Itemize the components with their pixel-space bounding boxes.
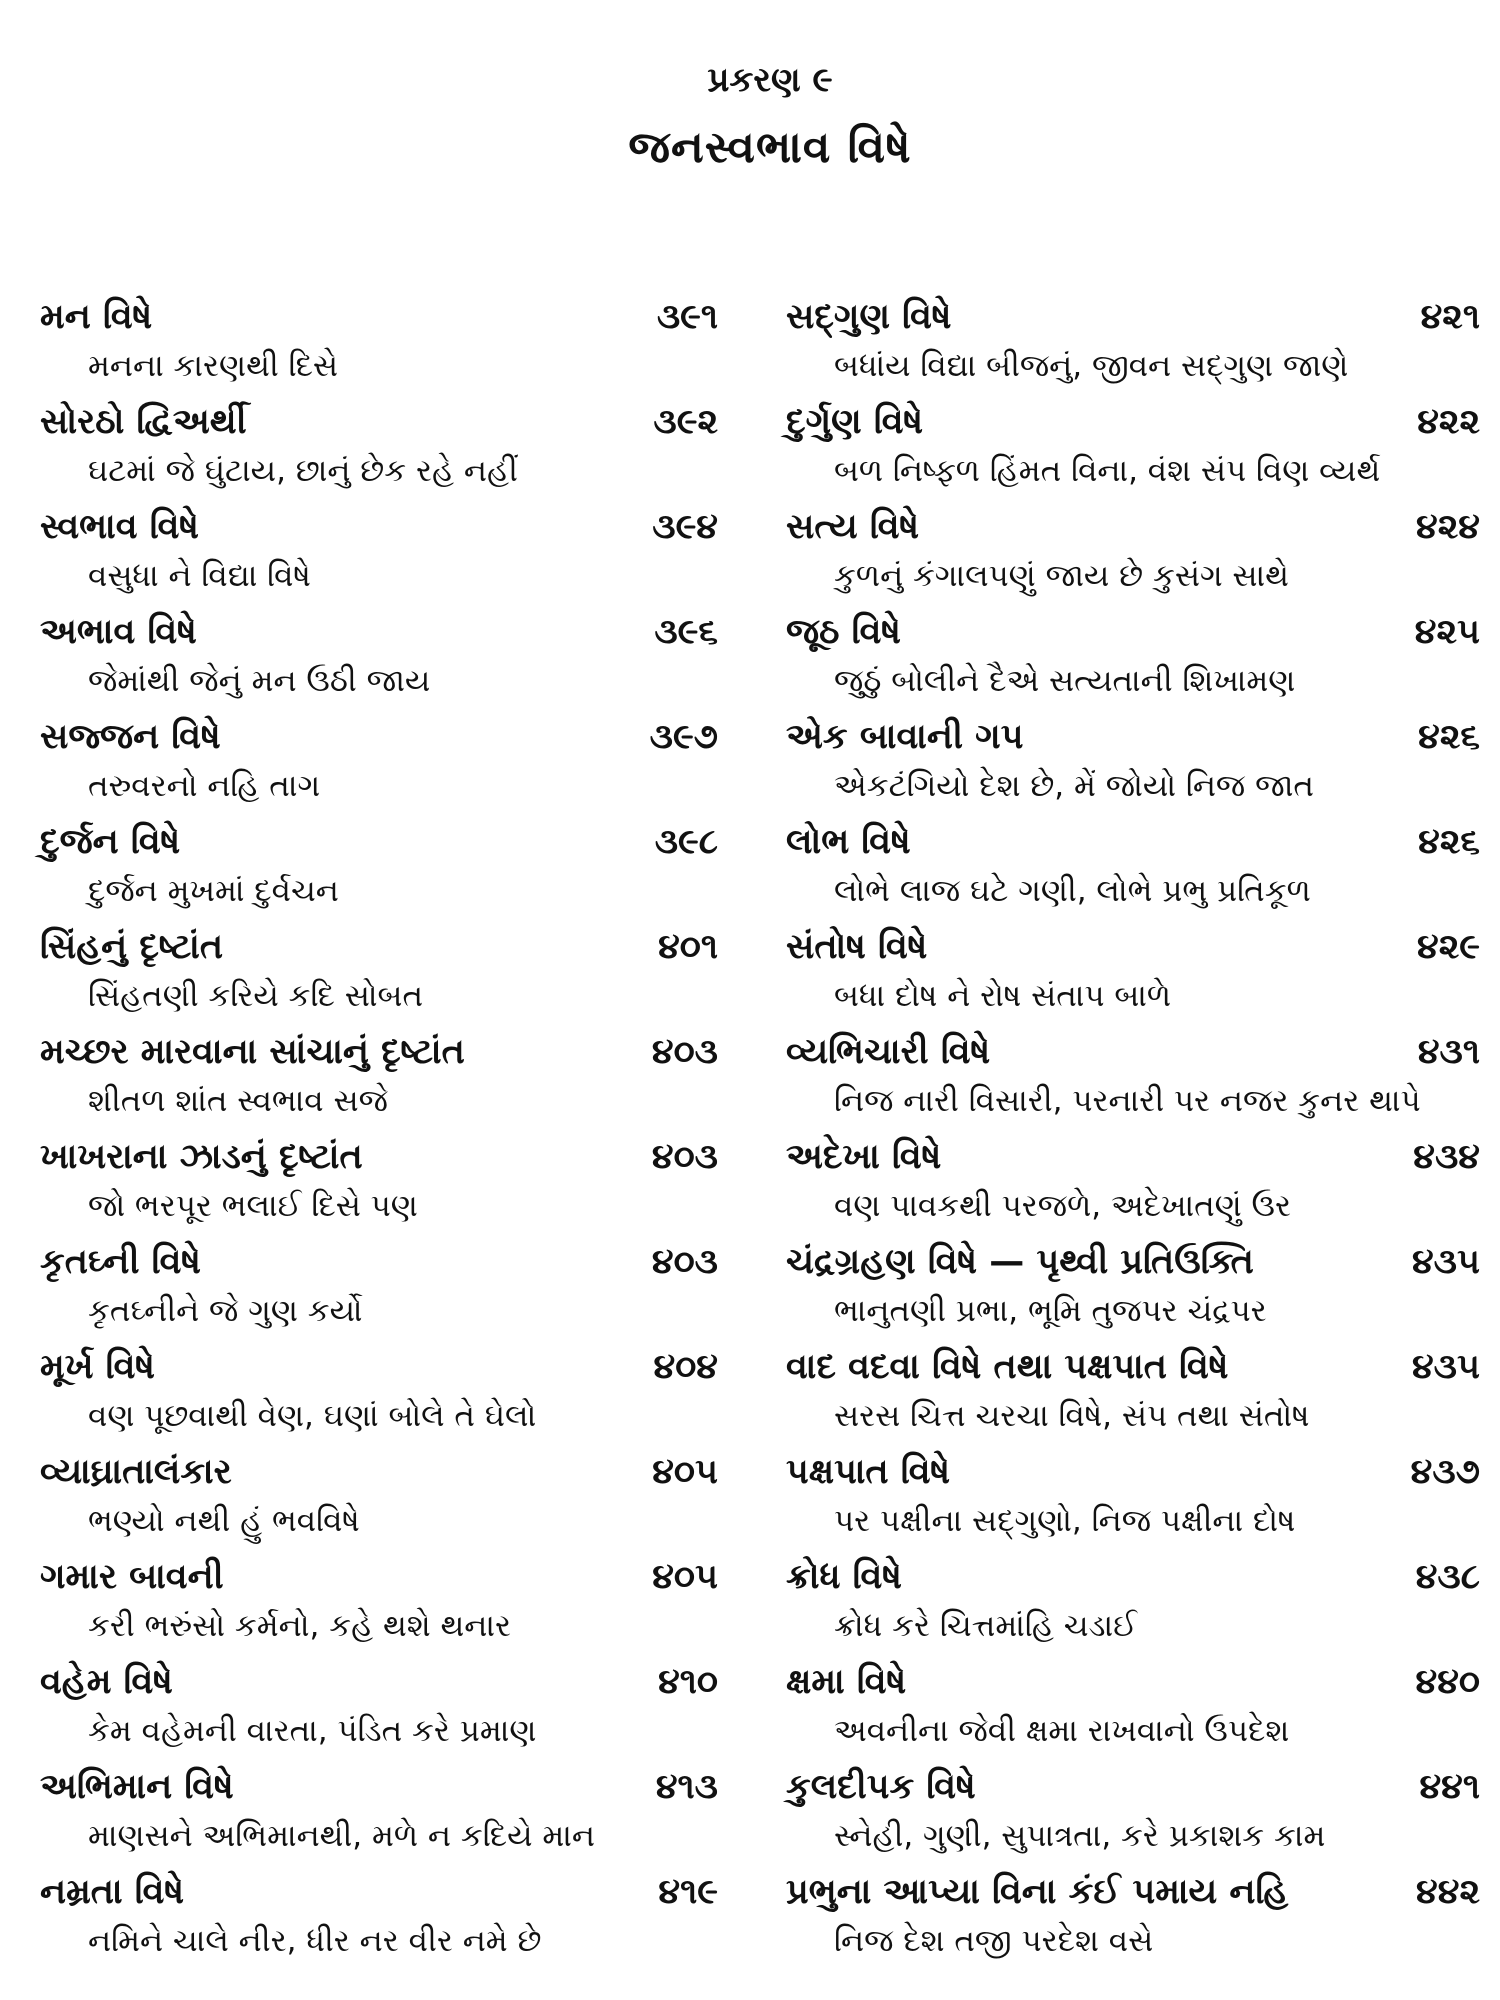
toc-entry-page: ૩૯૭ <box>649 717 718 757</box>
toc-entry-subtitle: વસુધા ને વિદ્યા વિષે <box>88 558 311 594</box>
toc-entry <box>786 1027 1480 1132</box>
toc-entry-subtitle: અવનીના જેવી ક્ષમા રાખવાનો ઉપદેશ <box>834 1713 1290 1749</box>
toc-entry <box>40 1447 734 1552</box>
toc-entry <box>786 1657 1480 1762</box>
toc-entry-title: મચ્છર મારવાના સાંચાનું દૃષ્ટાંત <box>40 1032 465 1072</box>
toc-entry-page: ૪૨૯ <box>1417 927 1480 967</box>
toc-entry <box>786 1552 1480 1657</box>
toc-entry-page: ૪૨૫ <box>1414 612 1480 652</box>
toc-entry <box>40 1657 734 1762</box>
toc-entry-subtitle: ભણ્યો નથી હું ભવવિષે <box>88 1503 360 1539</box>
toc-entry-heading <box>786 1132 1480 1182</box>
toc-entry-title: સત્ય વિષે <box>786 507 920 547</box>
toc-entry-subtitle: માણસને અભિમાનથી, મળે ન કદિયે માન <box>88 1818 595 1854</box>
toc-entry-title: ગમાર બાવની <box>40 1557 224 1597</box>
toc-entry-title: સ્વભાવ વિષે <box>40 507 199 547</box>
toc-entry <box>786 922 1480 1027</box>
toc-entry-subtitle: બધા દોષ ને રોષ સંતાપ બાળે <box>834 978 1172 1014</box>
toc-entry-page: ૪૨૧ <box>1420 297 1480 337</box>
toc-entry-subtitle: જુઠું બોલીને દૈએ સત્યતાની શિખામણ <box>834 663 1296 699</box>
toc-entry-heading <box>786 1552 1480 1602</box>
toc-entry-page: ૩૯૪ <box>652 507 718 547</box>
toc-entry-page: ૪૪૦ <box>1415 1662 1480 1702</box>
toc-entry-title: ક્ષમા વિષે <box>786 1662 907 1702</box>
toc-entry-subtitle: જો ભરપૂર ભલાઈ દિસે પણ <box>88 1188 418 1224</box>
toc-entry <box>40 502 734 607</box>
toc-entry-subtitle: કેમ વહેમની વારતા, પંડિત કરે પ્રમાણ <box>88 1713 537 1749</box>
toc-entry-title: ક્રોધ વિષે <box>786 1557 902 1597</box>
toc-entry-subtitle: નમિને ચાલે નીર, ધીર નર વીર નમે છે <box>88 1923 542 1959</box>
toc-entry-page: ૪૧૩ <box>655 1767 718 1807</box>
toc-entry-title: અભિમાન વિષે <box>40 1767 234 1807</box>
toc-entry-title: મન વિષે <box>40 297 153 337</box>
toc-entry-heading <box>786 292 1480 342</box>
toc-entry-subtitle: વણ પૂછવાથી વેણ, ઘણાં બોલે તે ઘેલો <box>88 1398 537 1434</box>
toc-entry-page: ૪૩૫ <box>1411 1347 1480 1387</box>
toc-entry <box>786 1237 1480 1342</box>
toc-entry-title: વ્યાઘ્રાતાલંકાર <box>40 1452 232 1492</box>
toc-right-column <box>786 292 1480 1972</box>
toc-entry-heading <box>40 1342 734 1392</box>
toc-entry-heading <box>40 1447 734 1497</box>
toc-entry-subtitle: સરસ ચિત્ત ચરચા વિષે, સંપ તથા સંતોષ <box>834 1398 1310 1434</box>
toc-entry-subtitle: લોભે લાજ ઘટે ગણી, લોભે પ્રભુ પ્રતિકૂળ <box>834 873 1311 909</box>
toc-entry-subtitle: શીતળ શાંત સ્વભાવ સજે <box>88 1083 388 1119</box>
toc-entry <box>40 1552 734 1657</box>
toc-entry-page: ૩૯૨ <box>653 402 718 442</box>
toc-entry-title: વ્યભિચારી વિષે <box>786 1032 991 1072</box>
toc-entry-page: ૪૩૫ <box>1411 1242 1480 1282</box>
toc-entry-heading <box>40 817 734 867</box>
toc-entry-page: ૪૦૩ <box>651 1137 718 1177</box>
toc-entry-page: ૪૩૮ <box>1415 1557 1480 1597</box>
toc-entry-heading <box>40 1237 734 1287</box>
toc-entry-title: જૂઠ વિષે <box>786 612 901 652</box>
toc-entry-heading <box>40 1552 734 1602</box>
toc-entry-subtitle: દુર્જન મુખમાં દુર્વચન <box>88 873 339 909</box>
toc-entry-page: ૪૨૪ <box>1416 507 1480 547</box>
toc-entry-page: ૪૦૩ <box>651 1242 718 1282</box>
toc-entry-heading <box>40 502 734 552</box>
toc-entry <box>40 922 734 1027</box>
toc-entry <box>40 397 734 502</box>
toc-entry-subtitle: કૃતઘ્નીને જે ગુણ કર્યો <box>88 1293 363 1329</box>
toc-entry <box>786 712 1480 817</box>
toc-entry-subtitle: એકટંગિયો દેશ છે, મેં જોયો નિજ જાત <box>834 768 1314 804</box>
toc-entry-heading <box>40 1867 734 1917</box>
toc-entry-title: એક બાવાની ગપ <box>786 717 1024 757</box>
toc-entry <box>786 1447 1480 1552</box>
toc-entry <box>786 1132 1480 1237</box>
toc-entry-title: નમ્રતા વિષે <box>40 1872 185 1912</box>
toc-entry-page: ૩૯૮ <box>654 822 718 862</box>
toc-entry-subtitle: નિજ નારી વિસારી, પરનારી પર નજર કુનર થાપે <box>834 1083 1421 1119</box>
toc-entry-heading <box>786 502 1480 552</box>
toc-entry-page: ૪૦૫ <box>652 1557 718 1597</box>
toc-entry-page: ૪૩૭ <box>1410 1452 1480 1492</box>
toc-entry <box>786 607 1480 712</box>
toc-entry-heading <box>786 1762 1480 1812</box>
toc-entry-title: લોભ વિષે <box>786 822 911 862</box>
toc-entry-page: ૪૦૪ <box>653 1347 718 1387</box>
toc-entry-subtitle: મનના કારણથી દિસે <box>88 348 339 384</box>
toc-entry-subtitle: તરુવરનો નહિ તાગ <box>88 768 321 804</box>
toc-entry-page: ૪૧૯ <box>658 1872 718 1912</box>
toc-entry-subtitle: પર પક્ષીના સદ્‌ગુણો, નિજ પક્ષીના દોષ <box>834 1503 1296 1539</box>
toc-entry-subtitle: ક્રોધ કરે ચિત્તમાંહિ ચડાઈ <box>834 1608 1138 1644</box>
toc-entry-heading <box>40 1027 734 1077</box>
toc-entry-subtitle: સિંહતણી કરિયે કદિ સોબત <box>88 978 424 1014</box>
toc-entry-title: ખાખરાના ઝાડનું દૃષ્ટાંત <box>40 1137 363 1177</box>
toc-entry <box>786 1762 1480 1867</box>
toc-entry-heading <box>40 397 734 447</box>
toc-entry-page: ૪૪૨ <box>1416 1872 1480 1912</box>
chapter-title: જનસ્વભાવ વિષે <box>628 122 912 173</box>
toc-entry-heading <box>786 1237 1480 1287</box>
toc-entry-title: કુલદીપક વિષે <box>786 1767 976 1807</box>
toc-entry-subtitle: કુળનું કંગાલપણું જાય છે કુસંગ સાથે <box>834 558 1289 594</box>
toc-entry <box>786 292 1480 397</box>
toc-entry-subtitle: બધાંય વિદ્યા બીજનું, જીવન સદ્‌ગુણ જાણે <box>834 348 1349 384</box>
toc-entry <box>40 292 734 397</box>
toc-left-column <box>40 292 734 1972</box>
toc-entry <box>40 1867 734 1972</box>
toc-entry <box>40 712 734 817</box>
toc-entry-page: ૪૧૦ <box>658 1662 718 1702</box>
toc-entry <box>40 817 734 922</box>
toc-entry-title: સજ્જન વિષે <box>40 717 221 757</box>
toc-entry-page: ૩૯૬ <box>654 612 718 652</box>
toc-entry-heading <box>786 1447 1480 1497</box>
toc-entry <box>40 607 734 712</box>
toc-entry <box>40 1762 734 1867</box>
toc-entry-heading <box>786 1867 1480 1917</box>
toc-entry <box>40 1342 734 1447</box>
toc-entry-heading <box>786 397 1480 447</box>
toc-entry-heading <box>786 1657 1480 1707</box>
chapter-header <box>0 60 1500 173</box>
toc-entry-page: ૪૨૬ <box>1418 822 1480 862</box>
toc-entry-subtitle: નિજ દેશ તજી પરદેશ વસે <box>834 1923 1154 1959</box>
toc-entry-page: ૪૨૬ <box>1418 717 1480 757</box>
toc-entry-title: વહેમ વિષે <box>40 1662 173 1702</box>
toc-entry-heading <box>786 922 1480 972</box>
toc-entry-subtitle: કરી ભરુંસો કર્મનો, કહે થશે થનાર <box>88 1608 512 1644</box>
toc-entry-title: સિંહનું દૃષ્ટાંત <box>40 927 224 967</box>
toc-entry-title: સંતોષ વિષે <box>786 927 928 967</box>
toc-entry-page: ૪૩૪ <box>1413 1137 1480 1177</box>
toc-entry-title: દુર્ગુણ વિષે <box>786 402 924 442</box>
toc-entry-title: કૃતઘ્ની વિષે <box>40 1242 201 1282</box>
toc-entry <box>786 1342 1480 1447</box>
toc-entry-heading <box>786 607 1480 657</box>
toc-entry-title: અભાવ વિષે <box>40 612 197 652</box>
toc-entry-heading <box>786 1342 1480 1392</box>
toc-entry-page: ૩૯૧ <box>656 297 718 337</box>
toc-entry-subtitle: સ્નેહી, ગુણી, સુપાત્રતા, કરે પ્રકાશક કામ <box>834 1818 1326 1854</box>
toc-entry-title: પ્રભુના આપ્યા વિના કંઈ પમાય નહિ <box>786 1872 1289 1912</box>
toc-entry-heading <box>40 712 734 762</box>
toc-entry-subtitle: ભાનુતણી પ્રભા, ભૂમિ તુજપર ચંદ્રપર <box>834 1293 1267 1329</box>
toc-entry-page: ૪૦૫ <box>652 1452 718 1492</box>
toc-entry-heading <box>786 817 1480 867</box>
toc-entry-title: દુર્જન વિષે <box>40 822 181 862</box>
toc-entry-heading <box>40 607 734 657</box>
toc-entry <box>786 397 1480 502</box>
toc-entry-title: વાદ વદવા વિષે તથા પક્ષપાત વિષે <box>786 1347 1229 1387</box>
toc-entry-subtitle: વણ પાવકથી પરજળે, અદેખાતણું ઉર <box>834 1188 1291 1224</box>
toc-entry-page: ૪૩૧ <box>1417 1032 1480 1072</box>
toc-entry-subtitle: જેમાંથી જેનું મન ઉઠી જાય <box>88 663 431 699</box>
toc-entry-heading <box>40 1132 734 1182</box>
toc-entry-heading <box>786 712 1480 762</box>
toc-entry <box>786 1867 1480 1972</box>
toc-entry-title: પક્ષપાત વિષે <box>786 1452 951 1492</box>
chapter-number: પ્રકરણ ૯ <box>707 60 833 100</box>
toc-entry-page: ૪૦૩ <box>651 1032 718 1072</box>
toc-entry-title: સદ્‌ગુણ વિષે <box>786 297 952 337</box>
toc-entry-title: સોરઠો દ્વિઅર્થી <box>40 402 247 442</box>
table-of-contents <box>40 292 1480 1972</box>
toc-entry-page: ૪૪૧ <box>1419 1767 1480 1807</box>
toc-entry-heading <box>40 922 734 972</box>
toc-entry-heading <box>786 1027 1480 1077</box>
toc-entry-page: ૪૦૧ <box>658 927 718 967</box>
toc-entry <box>786 817 1480 922</box>
toc-entry-title: અદેખા વિષે <box>786 1137 942 1177</box>
toc-entry <box>40 1132 734 1237</box>
toc-entry <box>786 502 1480 607</box>
toc-entry-subtitle: બળ નિષ્ફળ હિંમત વિના, વંશ સંપ વિણ વ્યર્થ <box>834 453 1381 489</box>
toc-entry-subtitle: ઘટમાં જે ઘુંટાય, છાનું છેક રહે નહીં <box>88 453 518 489</box>
toc-entry-heading <box>40 1762 734 1812</box>
toc-entry <box>40 1027 734 1132</box>
toc-entry-page: ૪૨૨ <box>1417 402 1480 442</box>
toc-entry-title: મૂર્ખ વિષે <box>40 1347 155 1387</box>
toc-entry-heading <box>40 292 734 342</box>
toc-entry-heading <box>40 1657 734 1707</box>
toc-entry-title: ચંદ્રગ્રહણ વિષે — પૃથ્વી પ્રતિઉક્તિ <box>786 1242 1254 1282</box>
toc-entry <box>40 1237 734 1342</box>
